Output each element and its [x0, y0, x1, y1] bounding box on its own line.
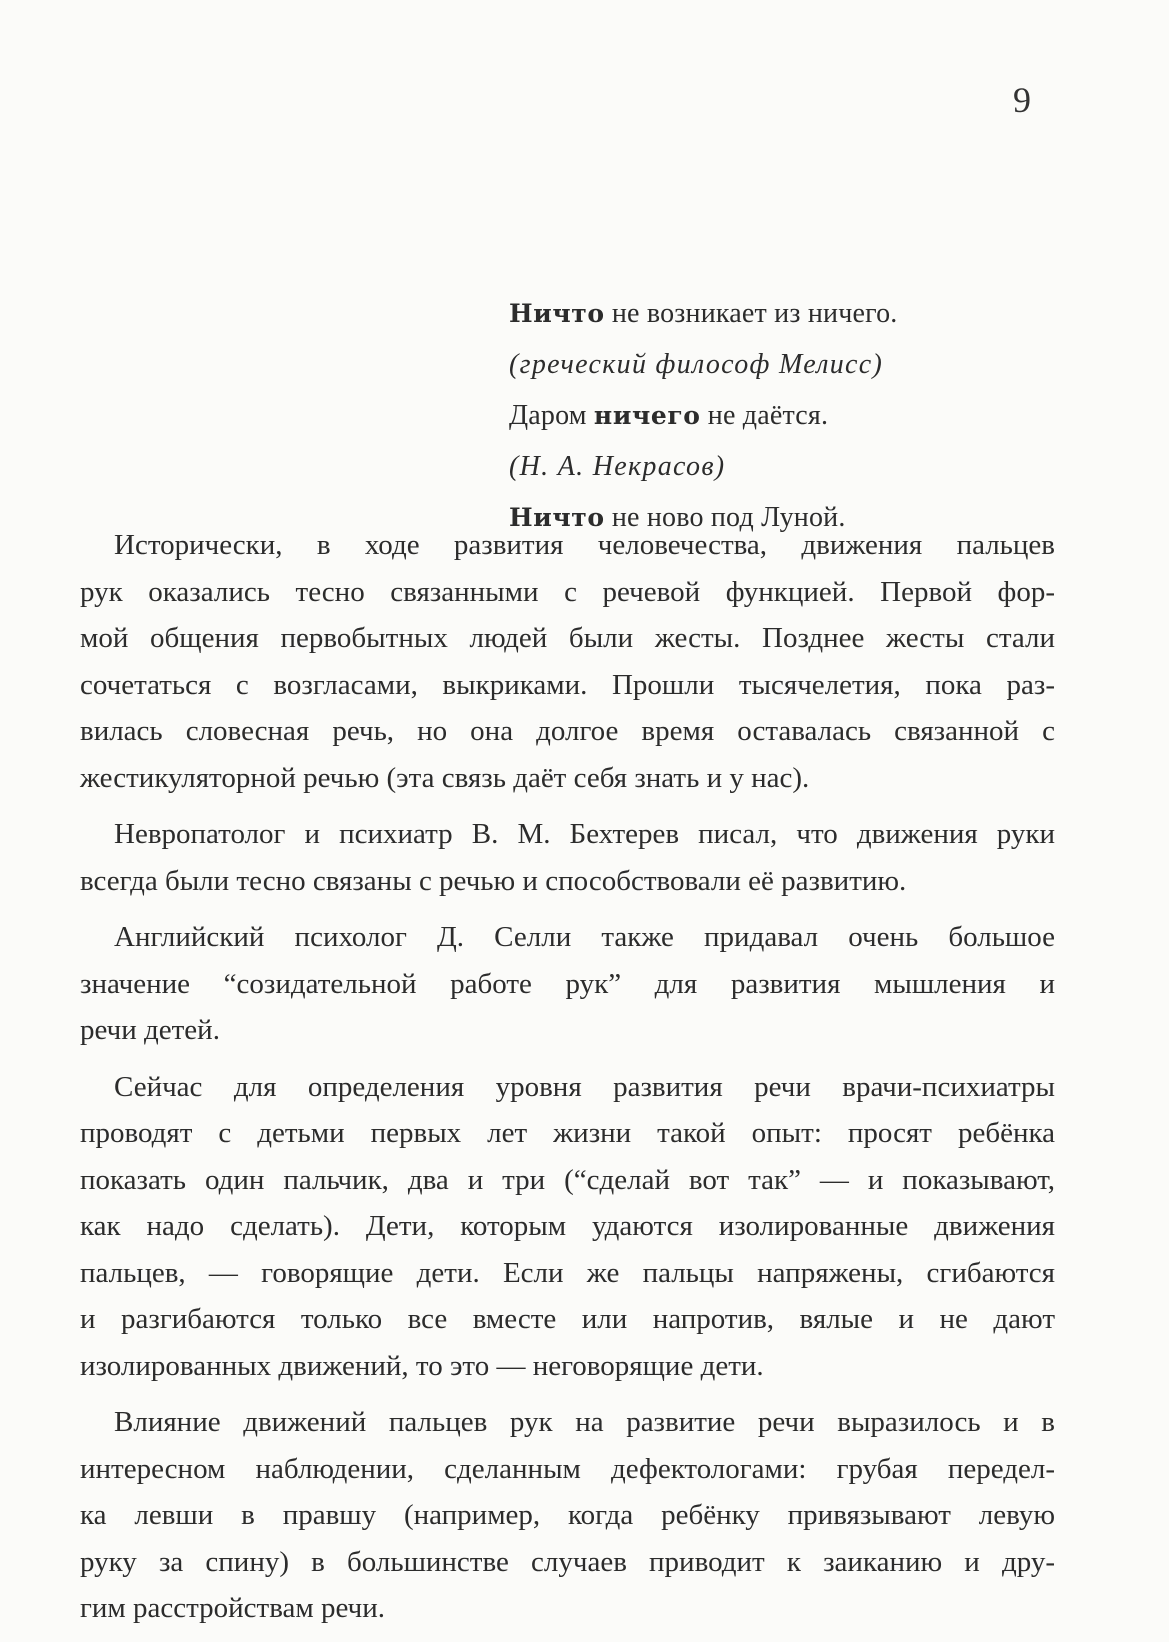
text-line: речи детей.: [80, 1014, 220, 1046]
text-line: руку за спину) в большинстве случаев приводит к заиканию и дру-: [80, 1545, 1055, 1578]
body-text: [80, 522, 1055, 1642]
epigraph-bold-word: ничего: [593, 401, 701, 430]
text-line: ка левши в правшу (например, когда ребёнку привязывают левую: [80, 1499, 1055, 1531]
paragraph: [80, 914, 1055, 1054]
paragraph: [80, 1399, 1055, 1632]
text-line: изолированных движений, то это — неговорящие дети.: [80, 1349, 764, 1382]
page-number: 9: [1013, 80, 1031, 120]
epigraph-text: не даётся.: [700, 400, 829, 431]
paragraph: [80, 1064, 1055, 1390]
text-line: как надо сделать). Дети, которым удаются изолированные движения: [80, 1210, 1055, 1242]
text-line: пальцев, — говорящие дети. Если же пальцы напряжены, сгибаются: [80, 1256, 1055, 1289]
epigraph-text: не ново под Луной.: [604, 502, 846, 533]
epigraph-bold-word: Ничто: [509, 299, 605, 328]
epigraph-line: [509, 390, 1069, 441]
text-line: Невропатолог и психиатр В. М. Бехтерев писал, что движения руки: [114, 818, 1055, 850]
text-line: и разгибаются только все вместе или напротив, вялые и не дают: [80, 1303, 1055, 1335]
paragraph: [80, 522, 1055, 801]
epigraph-attribution: (Н. А. Некрасов): [509, 451, 726, 482]
text-line: жестикуляторной речью (эта связь даёт себя знать и у нас).: [80, 761, 810, 794]
text-line: интересном наблюдении, сделанным дефектологами: грубая передел-: [80, 1452, 1055, 1485]
epigraph: [509, 288, 1069, 543]
text-line: Влияние движений пальцев рук на развитие речи выразилось и в: [114, 1406, 1055, 1438]
text-line: значение “созидательной работе рук” для развития мышления и: [80, 967, 1055, 1000]
text-line: сочетаться с возгласами, выкриками. Прошли тысячелетия, пока раз-: [80, 668, 1055, 701]
epigraph-bold-word: Ничто: [509, 503, 605, 532]
text-line: вилась словесная речь, но она долгое время оставалась связанной с: [80, 715, 1055, 747]
epigraph-text: Даром: [509, 400, 594, 431]
text-line: рук оказались тесно связанными с речевой функцией. Первой фор-: [80, 575, 1055, 608]
text-line: Английский психолог Д. Селли также придавал очень большое: [114, 921, 1055, 953]
epigraph-line: [509, 288, 1069, 339]
paragraph: [80, 811, 1055, 904]
text-line: проводят с детьми первых лет жизни такой опыт: просят ребёнка: [80, 1117, 1055, 1149]
text-line: Исторически, в ходе развития человечества, движения пальцев: [114, 529, 1055, 561]
text-line: мой общения первобытных людей были жесты. Позднее жесты стали: [80, 622, 1055, 654]
epigraph-text: не возникает из ничего.: [604, 298, 898, 329]
text-line: гим расстройствам речи.: [80, 1592, 386, 1624]
text-line: показать один пальчик, два и три (“сделай вот так” — и показывают,: [80, 1163, 1055, 1196]
epigraph-attribution: (греческий философ Мелисс): [509, 349, 884, 380]
text-line: Сейчас для определения уровня развития речи врачи-психиатры: [114, 1070, 1055, 1103]
text-line: всегда были тесно связаны с речью и способствовали её развитию.: [80, 864, 907, 897]
